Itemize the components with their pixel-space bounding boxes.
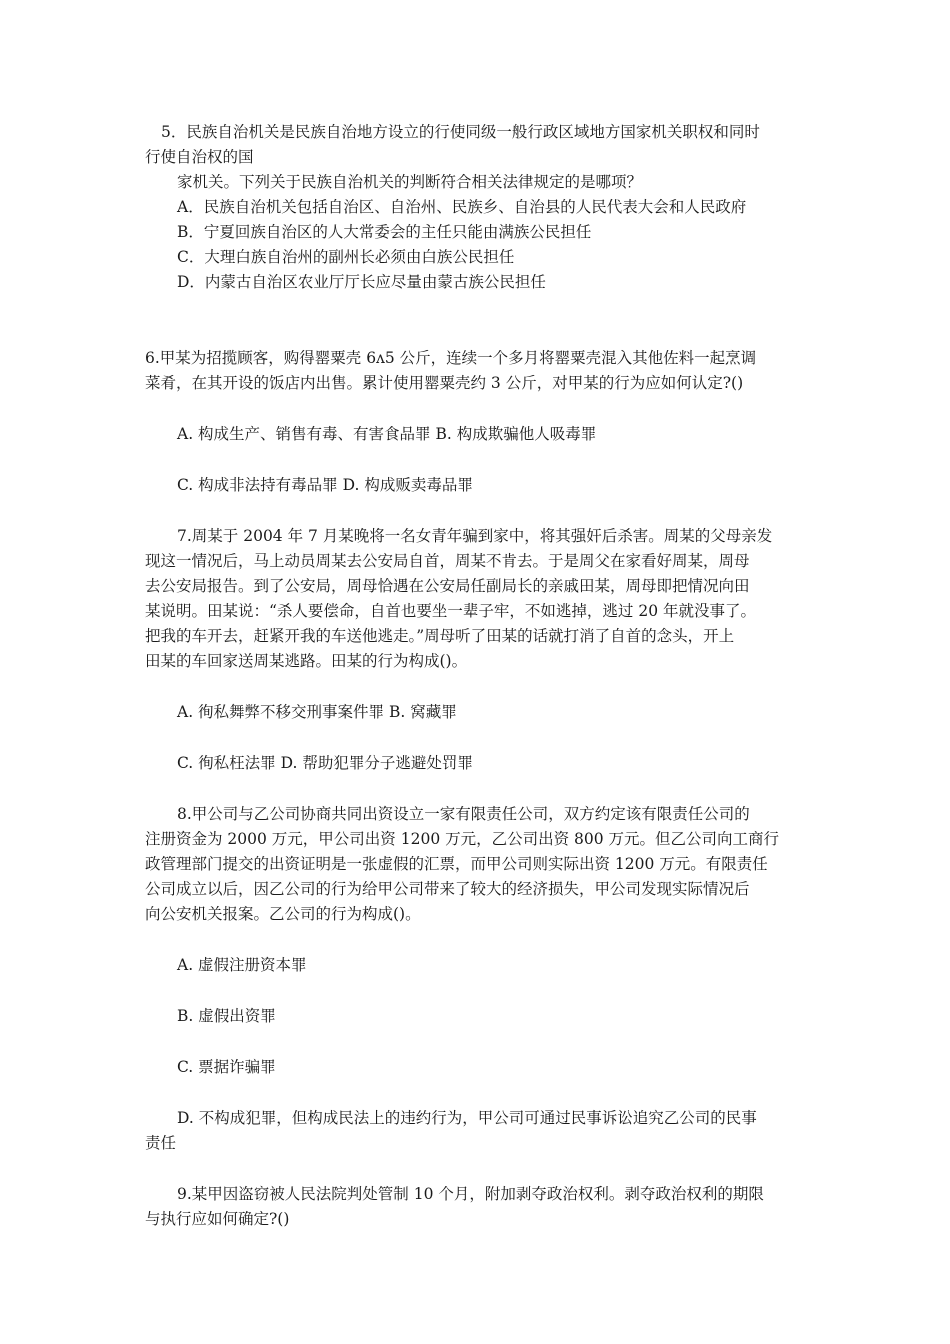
question-6-stem-line-1: 6.甲某为招揽顾客，购得罂粟壳 6ʌ5 公斤，连续一个多月将罂粟壳混入其他佐料一起烹调 — [145, 349, 757, 367]
question-8-stem-line-1: 8.甲公司与乙公司协商共同出资设立一家有限责任公司，双方约定该有限责任公司的 — [177, 805, 750, 823]
question-8-stem-line-3: 政管理部门提交的出资证明是一张虚假的汇票，而甲公司则实际出资 1200 万元。有限责任 — [145, 855, 768, 873]
question-7-stem-line-2: 现这一情况后，马上动员周某去公安局自首，周某不肯去。于是周父在家看好周某，周母 — [145, 552, 750, 570]
question-6-options-ab: A. 构成生产、销售有毒、有害食品罪 B. 构成欺骗他人吸毒罪 — [177, 425, 597, 443]
question-8-stem-line-2: 注册资金为 2000 万元，甲公司出资 1200 万元，乙公司出资 800 万元。但乙公司向工商行 — [145, 830, 780, 848]
question-6-options-cd: C. 构成非法持有毒品罪 D. 构成贩卖毒品罪 — [177, 476, 473, 494]
question-9-stem-line-2: 与执行应如何确定?() — [145, 1210, 290, 1228]
question-7-options-ab: A. 徇私舞弊不移交刑事案件罪 B. 窝藏罪 — [177, 703, 457, 721]
question-8-stem-line-4: 公司成立以后，因乙公司的行为给甲公司带来了较大的经济损失，甲公司发现实际情况后 — [145, 880, 750, 898]
question-5-stem-line-3: 家机关。下列关于民族自治机关的判断符合相关法律规定的是哪项？ — [177, 173, 643, 191]
question-5-option-a: A．民族自治机关包括自治区、自治州、民族乡、自治县的人民代表大会和人民政府 — [177, 198, 747, 216]
question-5-stem-line-2: 行使自治权的国 — [145, 148, 254, 166]
question-5-option-b: B．宁夏回族自治区的人大常委会的主任只能由满族公民担任 — [177, 223, 592, 241]
question-5 — [145, 120, 813, 295]
question-9 — [145, 1182, 813, 1232]
question-7-stem-line-4: 某说明。田某说：“杀人要偿命，自首也要坐一辈子牢，不如逃掉，逃过 20 年就没事了。 — [145, 602, 757, 620]
document-page — [145, 120, 813, 1232]
question-6-stem-line-2: 菜肴，在其开设的饭店内出售。累计使用罂粟壳约 3 公斤，对甲某的行为应如何认定?() — [145, 374, 744, 392]
question-7-stem-line-3: 去公安局报告。到了公安局，周母恰遇在公安局任副局长的亲戚田某，周母即把情况向田 — [145, 577, 750, 595]
question-7-stem-line-1: 7.周某于 2004 年 7 月某晚将一名女青年骗到家中，将其强奸后杀害。周某的父母亲发 — [177, 527, 773, 545]
question-9-stem-line-1: 9.某甲因盗窃被人民法院判处管制 10 个月，附加剥夺政治权利。剥夺政治权利的期限 — [177, 1185, 764, 1203]
question-7-stem-line-5: 把我的车开去，赶紧开我的车送他逃走。”周母听了田某的话就打消了自首的念头，开上 — [145, 627, 735, 645]
question-8-option-d-line-1: D. 不构成犯罪，但构成民法上的违约行为，甲公司可通过民事诉讼追究乙公司的民事 — [177, 1109, 757, 1127]
question-8-stem-line-5: 向公安机关报案。乙公司的行为构成()。 — [145, 905, 421, 923]
question-8-option-b: B. 虚假出资罪 — [177, 1007, 276, 1025]
question-7 — [145, 524, 813, 776]
question-5-option-d: D．内蒙古自治区农业厅厅长应尽量由蒙古族公民担任 — [177, 273, 546, 291]
question-7-stem-line-6: 田某的车回家送周某逃路。田某的行为构成()。 — [145, 652, 468, 670]
question-8-option-c: C. 票据诈骗罪 — [177, 1058, 276, 1076]
question-8-option-a: A. 虚假注册资本罪 — [177, 956, 307, 974]
question-7-options-cd: C. 徇私枉法罪 D. 帮助犯罪分子逃避处罚罪 — [177, 754, 473, 772]
question-8 — [145, 802, 813, 1156]
question-8-option-d-line-2: 责任 — [145, 1134, 177, 1152]
question-5-option-c: C．大理白族自治州的副州长必须由白族公民担任 — [177, 248, 515, 266]
question-5-stem-line-1: 5．民族自治机关是民族自治地方设立的行使同级一般行政区域地方国家机关职权和同时 — [161, 123, 760, 141]
question-6 — [145, 346, 813, 498]
